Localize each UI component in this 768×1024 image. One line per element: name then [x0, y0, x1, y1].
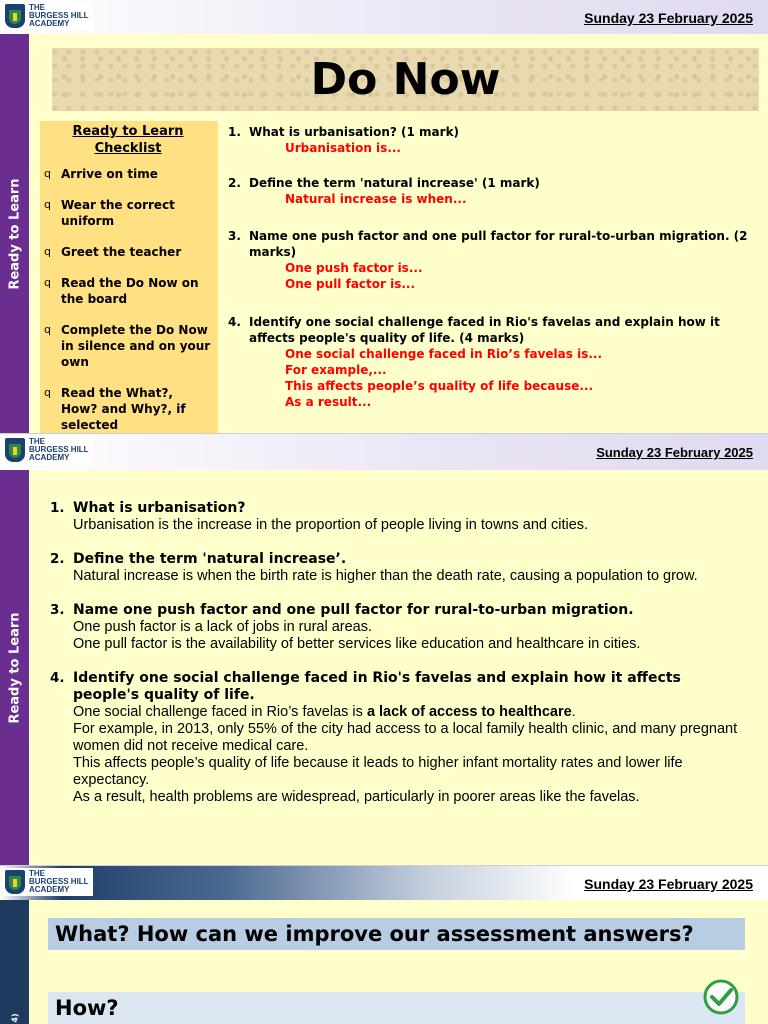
- checklist-item-text: Read the What?, How? and Why?, if selected: [61, 386, 186, 432]
- question: [228, 124, 758, 140]
- checklist-item-text: Greet the teacher: [61, 245, 182, 259]
- checkbox-icon: q: [44, 198, 51, 211]
- do-now-questions: [228, 124, 758, 410]
- checkbox-icon: q: [44, 276, 51, 289]
- school-logo: [3, 868, 93, 896]
- checkbox-icon: q: [44, 245, 51, 258]
- answer-prompt: As a result...: [285, 395, 372, 409]
- model-answers: [50, 500, 750, 823]
- answer-text: One push factor is a lack of jobs in rural areas.: [73, 619, 373, 635]
- answer-prompt: This affects people’s quality of life because...: [285, 379, 594, 393]
- sidebar: [0, 900, 29, 1024]
- checkbox-icon: q: [44, 323, 51, 336]
- how-heading: How?: [48, 992, 745, 1024]
- answer-number: 3.: [50, 602, 65, 618]
- answer-question: Identify one social challenge faced in Rio's favelas and explain how it affects people's quality of life.: [73, 670, 681, 703]
- answer-number: 1.: [50, 500, 65, 516]
- logo-text-line: BURGESS HILL: [29, 445, 89, 454]
- question-number: 4.: [228, 315, 241, 329]
- answer-text: For example, in 2013, only 55% of the city had access to a local family health clinic, and many pregnant women did not receive medical care.: [73, 721, 738, 754]
- logo-text-line: THE: [29, 869, 45, 878]
- question: [228, 228, 758, 260]
- page-title: Do Now: [310, 54, 501, 105]
- sidebar-label: Ready to Learn: [7, 612, 22, 724]
- answer-prompt: Urbanisation is...: [285, 141, 401, 155]
- checklist-item-text: Complete the Do Now in silence and on your own: [61, 323, 211, 369]
- logo-text-line: THE: [29, 3, 45, 12]
- crest-icon: [5, 870, 25, 894]
- logo-text-line: BURGESS HILL: [29, 11, 89, 20]
- logo-text-line: ACADEMY: [29, 19, 70, 28]
- checkbox-icon: q: [44, 386, 51, 399]
- answer-prompt: For example,...: [285, 363, 387, 377]
- answer-text: As a result, health problems are widespread, particularly in poorer areas like the favelas.: [73, 789, 640, 805]
- question-text: Define the term 'natural increase' (1 mark): [249, 176, 540, 190]
- checklist-item-text: Arrive on time: [61, 167, 158, 181]
- answer-item: [50, 500, 750, 534]
- answer-question: Name one push factor and one pull factor for rural-to-urban migration.: [73, 602, 634, 618]
- answer-prompt: One social challenge faced in Rio’s favelas is...: [285, 347, 603, 361]
- checklist-title: Ready to Learn Checklist: [72, 124, 184, 156]
- checklist-item: [44, 385, 212, 433]
- title-banner: [52, 48, 759, 111]
- answer-prompt: One pull factor is...: [285, 277, 416, 291]
- answer-item: [50, 602, 750, 653]
- answer-item: [50, 551, 750, 585]
- answer-text: Natural increase is when the birth rate is higher than the death rate, causing a population to grow.: [73, 568, 698, 584]
- sidebar-label: Ready to Learn: [7, 177, 22, 290]
- header-bar: [0, 0, 768, 34]
- answer-text: One pull factor is the availability of better services like education and healthcare in cities.: [73, 636, 641, 652]
- what-heading: What? How can we improve our assessment answers?: [48, 918, 745, 950]
- logo-text-line: THE: [29, 437, 45, 446]
- date-label: Sunday 23 February 2025: [584, 876, 753, 892]
- sidebar: [0, 470, 29, 865]
- school-logo: [3, 436, 93, 464]
- answer-text: This affects people’s quality of life because it leads to higher infant mortality rates and lower life expectancy.: [73, 755, 683, 788]
- checklist-item-text: Wear the correct uniform: [61, 198, 175, 228]
- sidebar: [0, 34, 29, 433]
- question: [228, 314, 758, 346]
- checklist-item: [44, 197, 212, 229]
- slide-do-now: [0, 0, 768, 433]
- checklist-item: [44, 166, 212, 182]
- answer-prompt: Natural increase is when...: [285, 192, 467, 206]
- header-bar: [0, 866, 768, 900]
- checklist-item-text: Read the Do Now on the board: [61, 276, 199, 306]
- question-number: 3.: [228, 229, 241, 243]
- logo-text-line: BURGESS HILL: [29, 877, 89, 886]
- answer-text-part: .: [571, 704, 576, 720]
- crest-icon: [5, 4, 25, 28]
- slide-answers: [0, 433, 768, 865]
- checklist-item: [44, 322, 212, 370]
- crest-icon: [5, 438, 25, 462]
- answer-number: 4.: [50, 670, 65, 686]
- checklist-item: [44, 244, 212, 260]
- question-text: Name one push factor and one pull factor for rural-to-urban migration. (2 marks): [249, 229, 748, 259]
- answer-item: [50, 670, 750, 806]
- sidebar-label: 4): [10, 1013, 19, 1023]
- answer-question: What is urbanisation?: [73, 500, 246, 516]
- question-number: 1.: [228, 125, 241, 139]
- checkbox-icon: q: [44, 167, 51, 180]
- answer-text: [73, 704, 750, 721]
- ready-to-learn-checklist: [40, 121, 218, 433]
- answer-prompt: One push factor is...: [285, 261, 423, 275]
- answer-number: 2.: [50, 551, 65, 567]
- question-number: 2.: [228, 176, 241, 190]
- answer-text-part: One social challenge faced in Rio’s favelas is: [73, 704, 367, 720]
- header-bar: [0, 434, 768, 470]
- date-label: Sunday 23 February 2025: [596, 445, 753, 460]
- question-text: Identify one social challenge faced in Rio's favelas and explain how it affects people's quality of life. (4 marks): [249, 315, 720, 345]
- answer-key-point: a lack of access to healthcare: [366, 704, 572, 720]
- checkmark-icon: [703, 979, 739, 1015]
- logo-text-line: ACADEMY: [29, 453, 70, 462]
- question-text: What is urbanisation? (1 mark): [249, 125, 460, 139]
- question: [228, 175, 758, 191]
- answer-question: Define the term 'natural increase’.: [73, 551, 347, 567]
- answer-text: Urbanisation is the increase in the proportion of people living in towns and cities.: [73, 517, 589, 533]
- slide-what-how: [0, 865, 768, 1024]
- school-logo: [3, 2, 93, 30]
- date-label: Sunday 23 February 2025: [584, 10, 753, 26]
- checklist-item: [44, 275, 212, 307]
- logo-text-line: ACADEMY: [29, 885, 70, 894]
